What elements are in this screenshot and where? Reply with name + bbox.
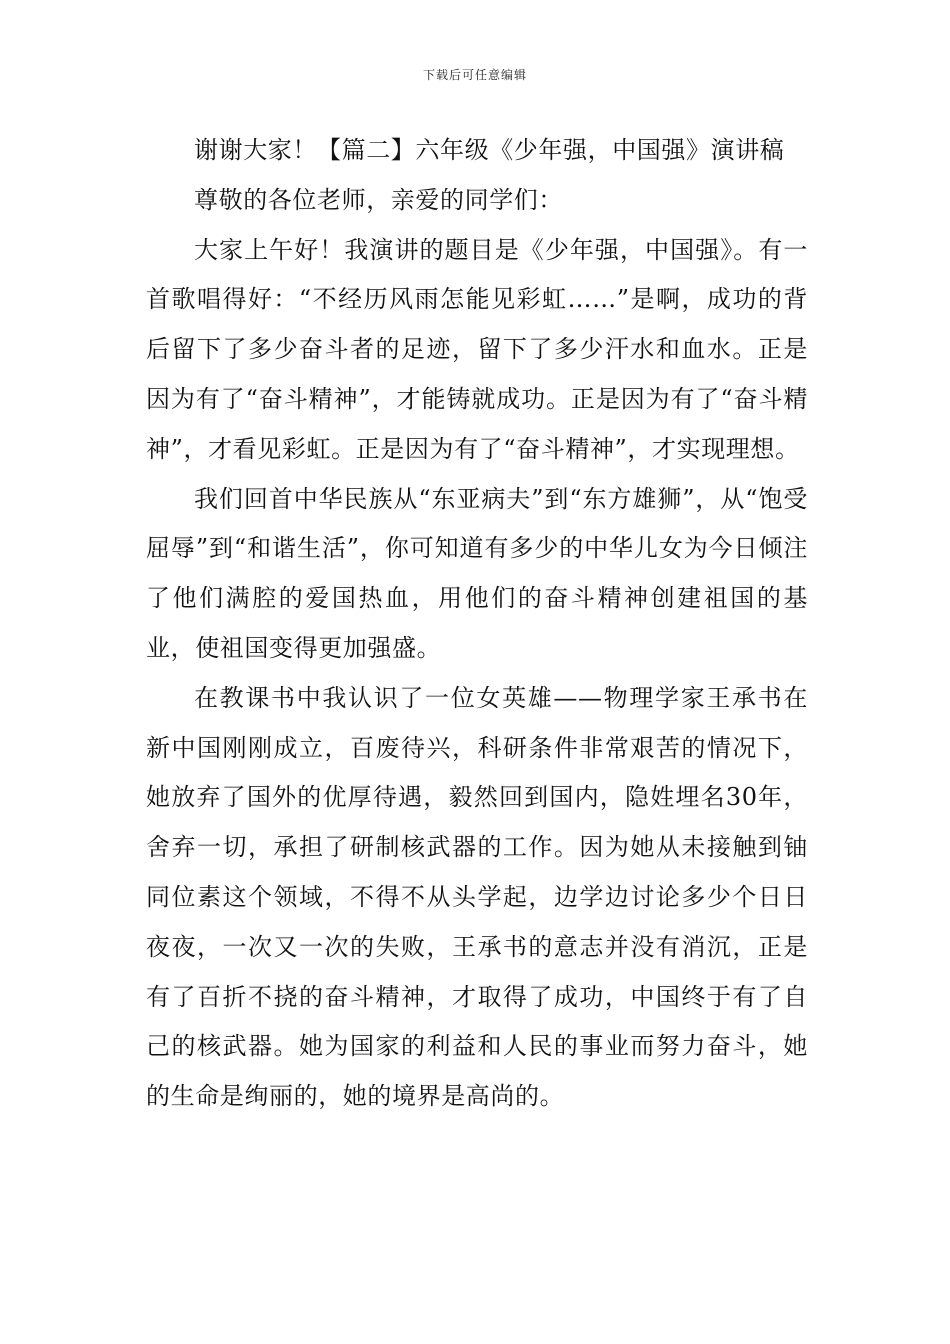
- header-note: 下载后可任意编辑: [422, 68, 527, 82]
- paragraph-heroine: 在教课书中我认识了一位女英雄——物理学家王承书在新中国刚刚成立，百废待兴，科研条件非常艰苦的情况下，她放弃了国外的优厚待遇，毅然回到国内，隐姓埋名30年，舍弃一切，承担了研制核武器的工作。因为她从未接触到铀同位素这个领域，不得不从头学起，边学边讨论多少个日日夜夜，一次又一次的失败，王承书的意志并没有消沉，正是有了百折不挠的奋斗精神，才取得了成功，中国终于有了自己的核武器。她为国家的利益和人民的事业而努力奋斗，她的生命是绚丽的，她的境界是高尚的。: [146, 683, 808, 1111]
- paragraph-salutation: 尊敬的各位老师，亲爱的同学们：: [194, 185, 563, 214]
- document-body: [146, 126, 808, 1122]
- paragraph-history: 我们回首中华民族从“东亚病夫”到“东方雄狮”，从“饱受屈辱”到“和谐生活”，你可知道有多少的中华儿女为今日倾注了他们满腔的爱国热血，用他们的奋斗精神创建祖国的基业，使祖国变得更加强盛。: [146, 484, 808, 662]
- paragraph-opening: 大家上午好！我演讲的题目是《少年强，中国强》。有一首歌唱得好：“不经历风雨怎能见彩虹……”是啊，成功的背后留下了多少奋斗者的足迹，留下了多少汗水和血水。正是因为有了“奋斗精神”，才能铸就成功。正是因为有了“奋斗精神”，才看见彩虹。正是因为有了“奋斗精神”，才实现理想。: [146, 235, 808, 463]
- paragraph-title: 谢谢大家！【篇二】六年级《少年强，中国强》演讲稿: [194, 136, 785, 164]
